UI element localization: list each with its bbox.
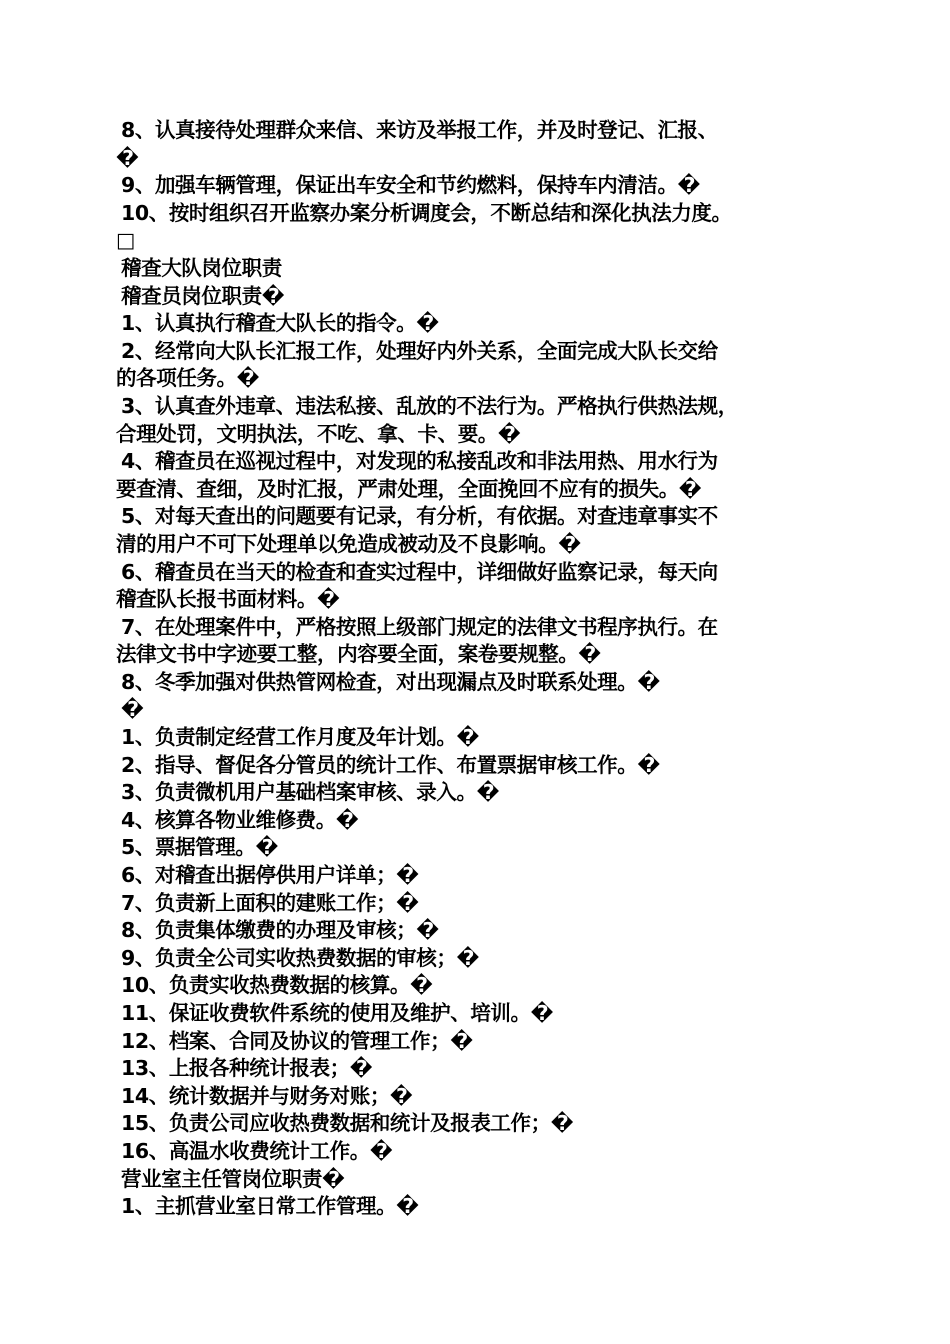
text-line: 7、在处理案件中，严格按照上级部门规定的法律文书程序执行。在 (121, 614, 718, 639)
text-line: 8、负责集体缴费的办理及审核；� (121, 918, 439, 943)
text-line: 10、按时组织召开监察办案分析调度会，不断总结和深化执法力度。 (121, 200, 732, 225)
text-line: 13、上报各种统计报表；� (121, 1056, 373, 1081)
text-line: 11、保证收费软件系统的使用及维护、培训。� (121, 1001, 554, 1025)
text-line: 6、稽查员在当天的检查和查实过程中，详细做好监察记录，每天向 (121, 559, 718, 584)
text-line: □ (116, 228, 135, 253)
text-line: 清的用户不可下处理单以免造成被动及不良影响。� (116, 531, 581, 556)
text-line: 6、对稽查出据停供用户详单；� (121, 863, 419, 888)
text-line: 法律文书中字迹要工整，内容要全面，案卷要规整。� (116, 642, 601, 667)
text-line: 8、认真接待处理群众来信、来访及举报工作，并及时登记、汇报、 (121, 118, 718, 142)
text-line: 1、认真执行稽查大队长的指令。� (121, 311, 439, 336)
text-line: 5、对每天查出的问题要有记录，有分析，有依据。对查违章事实不 (121, 504, 718, 529)
text-line: 稽查大队岗位职责 (121, 255, 282, 280)
text-line: 7、负责新上面积的建账工作；� (121, 890, 419, 915)
text-line: 4、稽查员在巡视过程中，对发现的私接乱改和非法用热、用水行为 (121, 449, 718, 474)
text-line: 1、主抓营业室日常工作管理。� (121, 1194, 419, 1219)
document-body (116, 117, 846, 1221)
text-line: 12、档案、合同及协议的管理工作；� (121, 1028, 473, 1053)
text-line: 营业室主任管岗位职责� (121, 1166, 345, 1191)
text-line: 合理处罚，文明执法，不吃、拿、卡、要。� (116, 421, 521, 446)
text-line: 要查清、查细，及时汇报，严肃处理，全面挽回不应有的损失。� (116, 476, 702, 501)
text-line: 15、负责公司应收热费数据和统计及报表工作；� (121, 1111, 574, 1136)
text-line: 10、负责实收热费数据的核算。� (121, 973, 433, 998)
text-line: � (116, 145, 139, 170)
text-line: 稽查队长报书面材料。� (116, 587, 340, 612)
text-line: 2、经常向大队长汇报工作，处理好内外关系，全面完成大队长交给 (121, 338, 718, 363)
text-line: 3、认真查外违章、违法私接、乱放的不法行为。严格执行供热法规， (121, 393, 738, 418)
text-line: 9、加强车辆管理，保证出车安全和节约燃料，保持车内清洁。� (121, 173, 700, 198)
text-line: 2、指导、督促各分管员的统计工作、布置票据审核工作。� (121, 752, 660, 777)
text-line: 5、票据管理。� (121, 835, 278, 860)
text-line: 3、负责微机用户基础档案审核、录入。� (121, 780, 499, 805)
text-line: 稽查员岗位职责� (121, 283, 285, 308)
text-line: 的各项任务。� (116, 366, 260, 391)
text-line: 4、核算各物业维修费。� (121, 807, 359, 832)
text-line: � (121, 697, 144, 722)
text-line: 9、负责全公司实收热费数据的审核；� (121, 945, 479, 970)
text-line: 8、冬季加强对供热管网检查，对出现漏点及时联系处理。� (121, 669, 660, 694)
text-line: 1、负责制定经营工作月度及年计划。� (121, 725, 479, 750)
text-line: 16、高温水收费统计工作。� (121, 1138, 393, 1163)
text-line: 14、统计数据并与财务对账；� (121, 1083, 413, 1108)
